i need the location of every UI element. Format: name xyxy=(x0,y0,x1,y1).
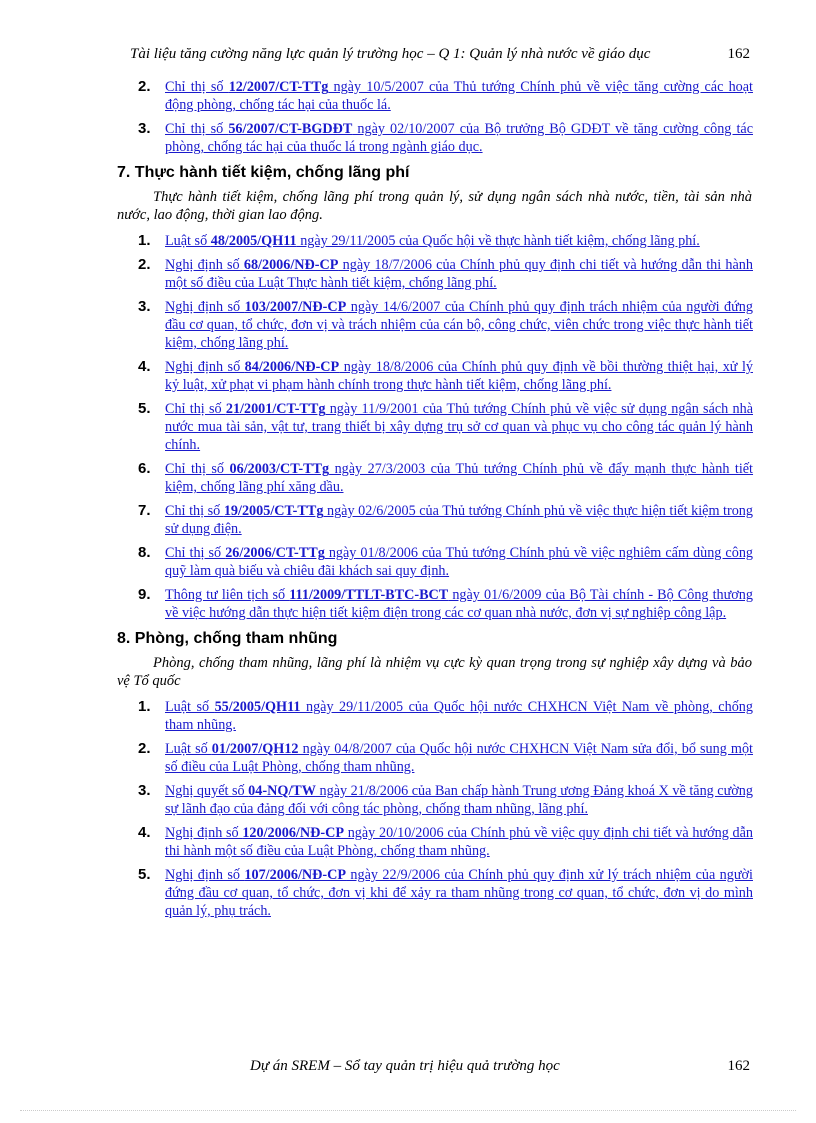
link-prefix: Thông tư liên tịch số xyxy=(165,587,290,603)
document-link[interactable] xyxy=(165,298,753,352)
link-description: ngày 29/11/2005 của Quốc hội về thực hành tiết kiệm, chống lãng phí. xyxy=(296,233,700,249)
document-link[interactable] xyxy=(165,502,753,538)
section-8-list xyxy=(0,698,816,920)
list-item xyxy=(138,698,753,734)
document-link[interactable] xyxy=(165,586,753,622)
link-description: ngày 18/8/2006 của Chính phủ quy định về bồi thường thiệt hại, xử lý kỷ luật, xử phạt vi phạm hành chính trong thực hành tiết kiệm, chống lãng phí. xyxy=(165,359,753,393)
list-item-number: 4. xyxy=(138,358,151,375)
list-item xyxy=(138,502,753,538)
list-item-number: 2. xyxy=(138,78,151,95)
page-footer xyxy=(250,1058,750,1075)
list-item xyxy=(138,232,753,250)
section-8-title: 8. Phòng, chống tham nhũng xyxy=(117,630,338,647)
document-code: 12/2007/CT-TTg xyxy=(228,79,329,95)
list-item-number: 1. xyxy=(138,232,151,249)
document-code: 103/2007/NĐ-CP xyxy=(244,299,347,315)
document-link[interactable] xyxy=(165,358,753,394)
link-description: ngày 22/9/2006 của Chính phủ quy định xử lý trách nhiệm của người đứng đầu cơ quan, tổ chức, đơn vị khi để xảy ra tham nhũng trong cơ quan, tổ chức, đơn vị do mình quản lý, phụ trách. xyxy=(165,867,753,919)
page-bottom-divider xyxy=(20,1110,796,1111)
document-link[interactable] xyxy=(165,232,753,250)
link-prefix: Luật số xyxy=(165,741,212,757)
list-item-number: 3. xyxy=(138,120,151,137)
section-7-list xyxy=(0,232,816,622)
section-7-title: 7. Thực hành tiết kiệm, chống lãng phí xyxy=(117,164,410,181)
footer-page-number: 162 xyxy=(727,1058,750,1074)
document-code: 19/2005/CT-TTg xyxy=(223,503,324,519)
document-link[interactable] xyxy=(165,78,753,114)
link-prefix: Nghị định số xyxy=(165,867,245,883)
link-prefix: Chỉ thị số xyxy=(165,461,230,477)
document-code: 06/2003/CT-TTg xyxy=(229,461,330,477)
document-code: 68/2006/NĐ-CP xyxy=(243,257,339,273)
document-link[interactable] xyxy=(165,120,753,156)
document-code: 04-NQ/TW xyxy=(248,783,316,799)
link-prefix: Chỉ thị số xyxy=(165,401,226,417)
list-item xyxy=(138,782,753,818)
document-code: 21/2001/CT-TTg xyxy=(225,401,326,417)
document-link[interactable] xyxy=(165,740,753,776)
document-link[interactable] xyxy=(165,256,753,292)
list-item-number: 5. xyxy=(138,400,151,417)
header-title: Tài liệu tăng cường năng lực quản lý trường học – Q 1: Quản lý nhà nước về giáo dục xyxy=(130,46,651,62)
list-item xyxy=(138,400,753,454)
link-description: ngày 02/10/2007 của Bộ trưởng Bộ GDĐT về tăng cường công tác phòng, chống tác hại của thuốc lá trong ngành giáo dục. xyxy=(165,121,753,155)
link-prefix: Chỉ thị số xyxy=(165,545,226,561)
link-description: ngày 14/6/2007 của Chính phủ quy định trách nhiệm của người đứng đầu cơ quan, tổ chức, đơn vị và trách nhiệm của cán bộ, công chức, viên chức trong việc thực hành tiết kiệm, chống lãng phí. xyxy=(165,299,753,351)
document-link[interactable] xyxy=(165,460,753,496)
document-code: 55/2005/QH11 xyxy=(214,699,301,715)
link-prefix: Chỉ thị số xyxy=(165,503,224,519)
list-item-number: 3. xyxy=(138,782,151,799)
document-code: 01/2007/QH12 xyxy=(211,741,299,757)
list-item-number: 1. xyxy=(138,698,151,715)
link-description: ngày 04/8/2007 của Quốc hội nước CHXHCN Việt Nam sửa đổi, bổ sung một số điều của Luật Phòng, chống tham nhũng. xyxy=(165,741,753,775)
link-description: ngày 02/6/2005 của Thủ tướng Chính phủ về việc thực hiện tiết kiệm trong sử dụng điện. xyxy=(165,503,753,537)
list-item xyxy=(138,256,753,292)
list-item xyxy=(138,120,753,156)
document-link[interactable] xyxy=(165,698,753,734)
document-code: 107/2006/NĐ-CP xyxy=(244,867,347,883)
document-link[interactable] xyxy=(165,400,753,454)
document-link[interactable] xyxy=(165,866,753,920)
link-description: ngày 21/8/2006 của Ban chấp hành Trung ương Đảng khoá X về tăng cường sự lãnh đạo của đảng đối với công tác phòng, chống tham nhũng, lãng phí. xyxy=(165,783,753,817)
link-prefix: Nghị định số xyxy=(165,359,245,375)
header-page-number: 162 xyxy=(727,46,750,62)
link-description: ngày 27/3/2003 của Thủ tướng Chính phủ về đẩy mạnh thực hành tiết kiệm, chống lãng phí xăng dầu. xyxy=(165,461,754,495)
document-link[interactable] xyxy=(165,544,753,580)
document-code: 111/2009/TTLT-BTC-BCT xyxy=(289,587,449,603)
list-item-number: 4. xyxy=(138,824,151,841)
document-link[interactable] xyxy=(165,824,753,860)
link-description: ngày 20/10/2006 của Chính phủ về việc quy định chi tiết và hướng dẫn thi hành một số điều của Luật Phòng, chống tham nhũng. xyxy=(165,825,754,859)
list-item-number: 7. xyxy=(138,502,151,519)
document-code: 56/2007/CT-BGDĐT xyxy=(228,121,353,137)
link-prefix: Chỉ thị số xyxy=(165,79,229,95)
page-header xyxy=(130,46,750,63)
section-8-intro: Phòng, chống tham nhũng, lãng phí là nhiệm vụ cực kỳ quan trọng trong sự nghiệp xây dựng và bảo vệ Tổ quốc xyxy=(117,655,752,689)
link-prefix: Nghị định số xyxy=(165,299,245,315)
list-item xyxy=(138,358,753,394)
link-prefix: Luật số xyxy=(165,233,211,249)
list-item-number: 3. xyxy=(138,298,151,315)
list-item-number: 6. xyxy=(138,460,151,477)
link-description: ngày 10/5/2007 của Thủ tướng Chính phủ về việc tăng cường các hoạt động phòng, chống tác hại của thuốc lá. xyxy=(165,79,753,113)
list-item xyxy=(138,544,754,580)
list-item xyxy=(138,78,753,114)
list-item-number: 2. xyxy=(138,740,151,757)
list-item xyxy=(138,824,754,860)
document-link[interactable] xyxy=(165,782,753,818)
top-list xyxy=(0,78,816,156)
list-item xyxy=(138,586,753,622)
link-prefix: Nghị định số xyxy=(165,257,244,273)
list-item-number: 8. xyxy=(138,544,151,561)
document-code: 26/2006/CT-TTg xyxy=(225,545,325,561)
list-item xyxy=(138,460,754,496)
link-prefix: Nghị định số xyxy=(165,825,243,841)
page-content xyxy=(0,78,816,926)
list-item-number: 5. xyxy=(138,866,151,883)
link-description: ngày 11/9/2001 của Thủ tướng Chính phủ về việc sử dụng ngân sách nhà nước mua tài sản, vật tư, trang thiết bị xây dựng trụ sở cơ quan và phục vụ cho công tác quản lý hành chính. xyxy=(165,401,753,453)
list-item-number: 9. xyxy=(138,586,151,603)
list-item xyxy=(138,298,753,352)
footer-title: Dự án SREM – Sổ tay quản trị hiệu quả trường học xyxy=(250,1058,560,1074)
document-code: 84/2006/NĐ-CP xyxy=(244,359,340,375)
list-item xyxy=(138,740,753,776)
section-7-intro: Thực hành tiết kiệm, chống lãng phí trong quản lý, sử dụng ngân sách nhà nước, tiền, tài sản nhà nước, lao động, thời gian lao động. xyxy=(117,189,752,223)
link-prefix: Chỉ thị số xyxy=(165,121,229,137)
document-code: 120/2006/NĐ-CP xyxy=(242,825,344,841)
link-prefix: Luật số xyxy=(165,699,215,715)
link-description: ngày 18/7/2006 của Chính phủ quy định chi tiết và hướng dẫn thi hành một số điều của Luật Thực hành tiết kiệm, chống lãng phí. xyxy=(165,257,753,291)
link-description: ngày 01/6/2009 của Bộ Tài chính - Bộ Công thương về việc hướng dẫn thực hiện tiết kiệm điện trong các cơ quan nhà nước, đơn vị sự nghiệp công lập. xyxy=(165,587,753,621)
list-item xyxy=(138,866,753,920)
list-item-number: 2. xyxy=(138,256,151,273)
link-description: ngày 29/11/2005 của Quốc hội nước CHXHCN Việt Nam về phòng, chống tham nhũng. xyxy=(165,699,753,733)
link-prefix: Nghị quyết số xyxy=(165,783,249,799)
link-description: ngày 01/8/2006 của Thủ tướng Chính phủ về việc nghiêm cấm dùng công quỹ làm quà biếu và chiêu đãi khách sai quy định. xyxy=(165,545,754,579)
document-code: 48/2005/QH11 xyxy=(210,233,297,249)
